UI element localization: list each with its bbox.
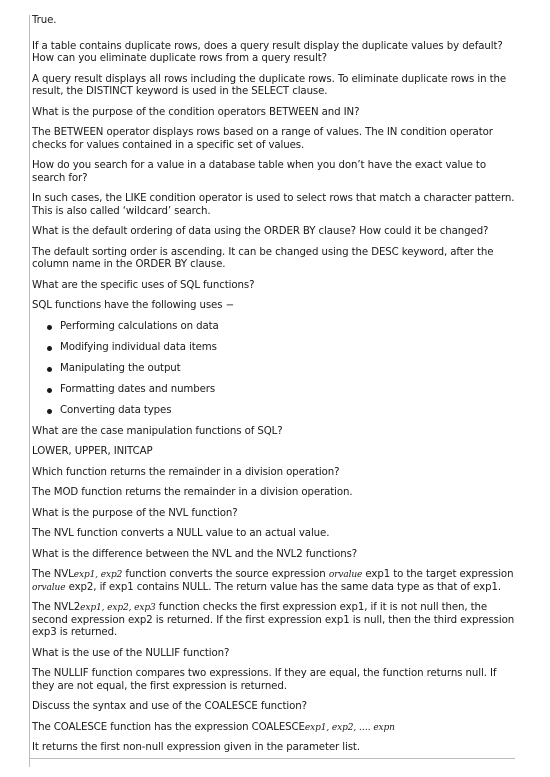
paragraph: What is the use of the NULLIF function? — [32, 647, 230, 659]
paragraph: The NVL function converts a NULL value to an actual value. — [32, 528, 330, 540]
paragraph: What is the default ordering of data using the ORDER BY clause? How could it be changed? — [32, 226, 489, 237]
paragraph: How do you search for a value in a database table when you don’t have the exact value to search for? — [32, 160, 486, 184]
paragraph: Which function returns the remainder in a division operation? — [32, 466, 340, 478]
paragraph: True. — [32, 15, 57, 26]
list-item: Performing calculations on data — [60, 321, 515, 334]
text-run: function checks the first expression exp1, if it is not null then, the second expression exp2 is returned. If the first expression exp1 is null, then the third expression exp3 is returned. — [32, 602, 515, 639]
math-args: orvalue — [32, 582, 66, 593]
bullet-list — [30, 321, 515, 418]
paragraph: What is the purpose of the condition operators BETWEEN and IN? — [32, 106, 360, 118]
paragraph: What are the specific uses of SQL functions? — [32, 279, 255, 291]
list-item: Formatting dates and numbers — [60, 384, 515, 397]
text-run: The COALESCE function has the expression COALESCE — [32, 721, 305, 733]
list-item: Manipulating the output — [60, 363, 515, 376]
document-page — [29, 15, 515, 767]
paragraph: The NULLIF function compares two expressions. If they are equal, the function returns null. If they are not equal, the first expression is returned. — [32, 668, 497, 692]
paragraph: What is the difference between the NVL and the NVL2 functions? — [32, 548, 358, 560]
paragraph: What are the case manipulation functions of SQL? — [32, 425, 283, 437]
text-run: The NVL2 — [32, 602, 81, 614]
paragraph — [30, 569, 515, 594]
math-args: exp1, exp2 — [73, 570, 123, 581]
paragraph: What is the purpose of the NVL function? — [32, 507, 238, 519]
text-run: function converts the source expression — [122, 569, 329, 581]
math-args: exp1, exp2, …. expn — [304, 722, 395, 733]
list-item: Modifying individual data items — [60, 342, 515, 355]
paragraph: LOWER, UPPER, INITCAP — [32, 446, 153, 458]
paragraph: The MOD function returns the remainder in a division operation. — [32, 487, 353, 499]
paragraph: It returns the first non-null expression given in the parameter list. — [30, 742, 515, 759]
paragraph: In such cases, the LIKE condition operator is used to select rows that match a character pattern. This is also called ‘wildcard’ search. — [32, 193, 515, 217]
paragraph: A query result displays all rows including the duplicate rows. To eliminate duplicate rows in the result, the DISTINCT keyword is used in the SELECT clause. — [32, 73, 507, 97]
list-item: Converting data types — [60, 405, 515, 418]
paragraph — [30, 602, 515, 640]
text-run: exp2, if exp1 contains NULL. The return value has the same data type as that of exp1. — [65, 581, 501, 593]
text-run: exp1 to the target expression — [362, 569, 514, 581]
math-args: exp1, exp2, exp3 — [80, 603, 156, 614]
paragraph: The default sorting order is ascending. It can be changed using the DESC keyword, after the column name in the ORDER BY clause. — [32, 246, 494, 270]
paragraph: If a table contains duplicate rows, does a query result display the duplicate values by default? How can you eliminate duplicate rows from a query result? — [32, 40, 503, 64]
text-run: The NVL — [32, 569, 74, 581]
paragraph — [30, 722, 515, 735]
math-args: orvalue — [328, 570, 363, 581]
paragraph: SQL functions have the following uses − — [32, 300, 235, 311]
paragraph: Discuss the syntax and use of the COALESCE function? — [32, 701, 307, 713]
paragraph: The BETWEEN operator displays rows based on a range of values. The IN condition operator checks for values contained in a specific set of values. — [32, 127, 493, 151]
